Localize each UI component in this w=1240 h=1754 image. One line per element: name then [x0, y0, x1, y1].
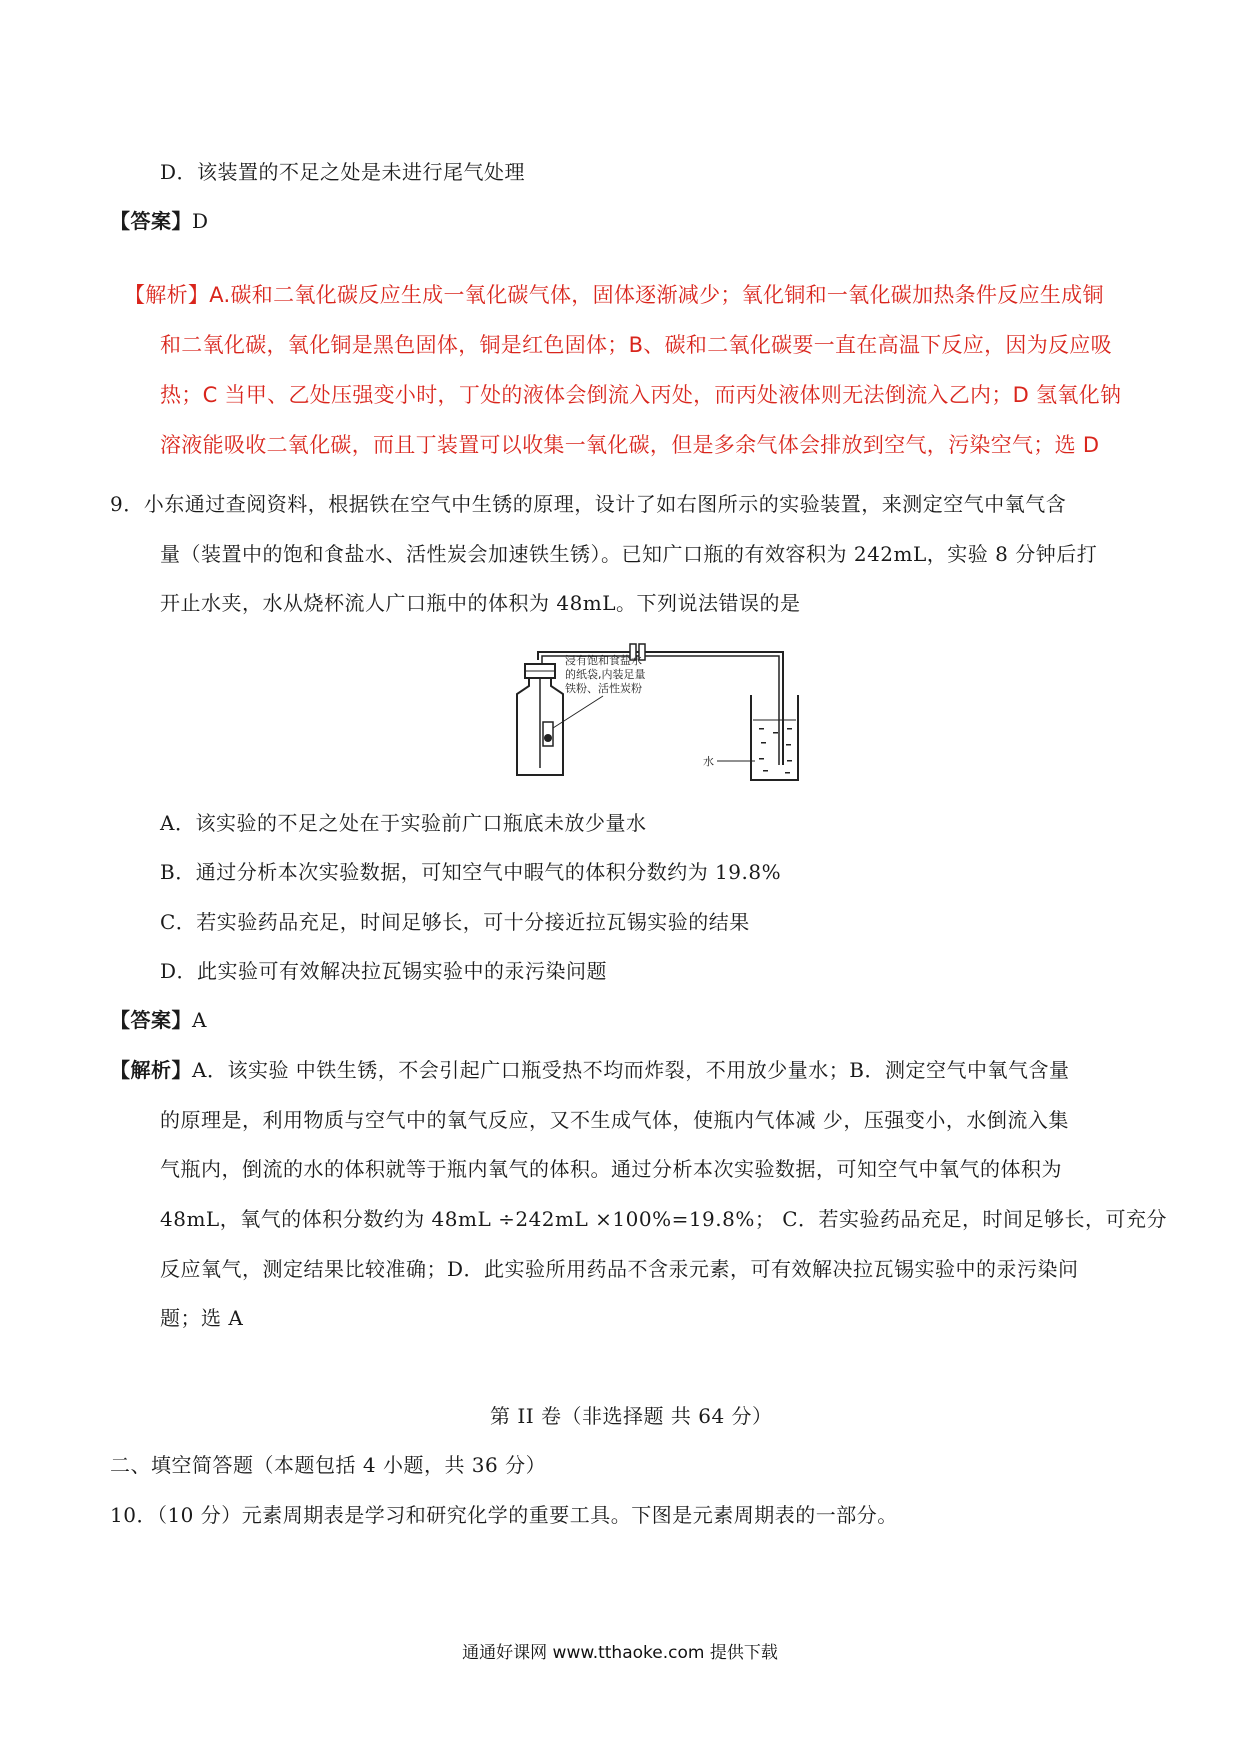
- q8-analysis-line-1: [124, 281, 1104, 309]
- figure-label-bag-1: 浸有饱和食盐水: [565, 654, 642, 667]
- analysis-label: 【解析】: [124, 283, 210, 307]
- q9-analysis-line-3: 气瓶内，倒流的水的体积就等于瓶内氧气的体积。通过分析本次实验数据，可知空气中氧气的体积为: [160, 1157, 1062, 1181]
- q9-option-b: B．通过分析本次实验数据，可知空气中暇气的体积分数约为 19.8%: [160, 860, 782, 884]
- page-footer: 通通好课网 www.tthaoke.com 提供下载: [462, 1643, 778, 1663]
- answer-label: 【答案】: [110, 209, 192, 233]
- q9-analysis-line-6: 题；选 A: [160, 1306, 244, 1330]
- experiment-apparatus-figure: [505, 640, 800, 790]
- analysis-text: A.碳和二氧化碳反应生成一氧化碳气体，固体逐渐减少；氧化铜和一氧化碳加热条件反应生成铜: [209, 283, 1104, 307]
- q8-analysis-line-2: 和二氧化碳，氧化铜是黑色固体，铜是红色固体；B、碳和二氧化碳要一直在高温下反应，因为反应吸: [160, 333, 1112, 357]
- figure-label-water: 水: [703, 755, 714, 768]
- q8-answer: [110, 207, 209, 235]
- q9-stem-line-2: 量（装置中的饱和食盐水、活性炭会加速铁生锈）。已知广口瓶的有效容积为 242mL，实验 8 分钟后打: [160, 542, 1098, 566]
- q9-stem-line-1: 9．小东通过查阅资料，根据铁在空气中生锈的原理，设计了如右图所示的实验装置，来测定空气中氧气含: [110, 492, 1067, 516]
- q9-answer: [110, 1006, 207, 1034]
- analysis-label: 【解析】: [110, 1058, 192, 1082]
- analysis-text: A．该实验 中铁生锈，不会引起广口瓶受热不均而炸裂，不用放少量水；B．测定空气中氧气含量: [192, 1058, 1070, 1082]
- q8-analysis-line-3: 热；C 当甲、乙处压强变小时，丁处的液体会倒流入丙处，而丙处液体则无法倒流入乙内；D 氢氧化钠: [160, 383, 1122, 407]
- answer-label: 【答案】: [110, 1008, 192, 1032]
- q10-stem: 10．（10 分）元素周期表是学习和研究化学的重要工具。下图是元素周期表的一部分。: [110, 1503, 898, 1527]
- part-title: 二、填空简答题（本题包括 4 小题，共 36 分）: [110, 1453, 547, 1477]
- figure-label-bag-2: 的纸袋,内装足量: [565, 668, 646, 681]
- q9-stem-line-3: 开止水夹，水从烧杯流人广口瓶中的体积为 48mL。下列说法错误的是: [160, 591, 801, 615]
- q9-option-d: D．此实验可有效解决拉瓦锡实验中的汞污染问题: [160, 959, 608, 983]
- q8-analysis-line-4: 溶液能吸收二氧化碳，而且丁装置可以收集一氧化碳，但是多余气体会排放到空气，污染空气；选 D: [160, 433, 1100, 457]
- q9-analysis-line-5: 反应氧气，测定结果比较准确；D．此实验所用药品不含汞元素，可有效解决拉瓦锡实验中的汞污染问: [160, 1257, 1079, 1281]
- figure-label-bag-3: 铁粉、活性炭粉: [565, 682, 642, 695]
- q9-analysis-line-2: 的原理是，利用物质与空气中的氧气反应，又不生成气体，使瓶内气体减 少，压强变小，水倒流入集: [160, 1108, 1069, 1132]
- q9-option-a: A．该实验的不足之处在于实验前广口瓶底未放少量水: [160, 811, 647, 835]
- q8-option-d: D．该装置的不足之处是未进行尾气处理: [160, 160, 526, 184]
- q9-option-c: C．若实验药品充足，时间足够长，可十分接近拉瓦锡实验的结果: [160, 910, 750, 934]
- q9-analysis-line-4: 48mL，氧气的体积分数约为 48mL ÷242mL ×100%=19.8%； C．若实验药品充足，时间足够长，可充分: [160, 1207, 1168, 1231]
- q9-analysis-line-1: [110, 1056, 1070, 1084]
- answer-value: D: [192, 209, 209, 233]
- volume-title: 第 II 卷（非选择题 共 64 分）: [490, 1404, 773, 1428]
- answer-value: A: [192, 1008, 207, 1032]
